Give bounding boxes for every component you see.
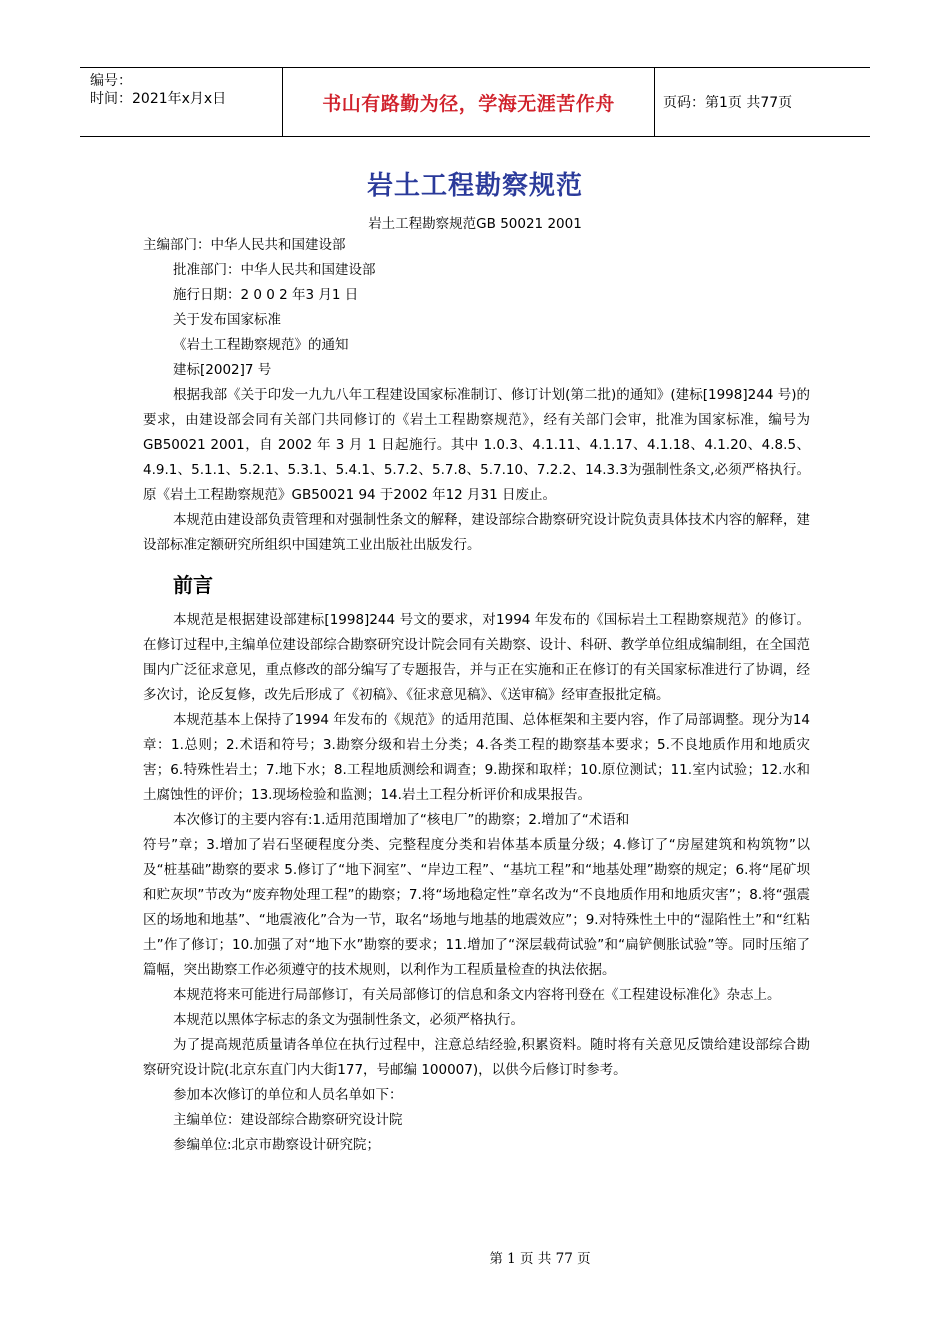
footer-page-number: 第 1 页 共 77 页 bbox=[489, 1251, 591, 1267]
page-footer bbox=[0, 1247, 950, 1267]
paragraph-future-revision: 本规范将来可能进行局部修订，有关局部修订的信息和条文内容将刊登在《工程建设标准化》杂志上。 bbox=[173, 987, 781, 1003]
document-title: 岩土工程勘察规范 bbox=[366, 171, 583, 201]
notice-line-2: 《岩土工程勘察规范》的通知 bbox=[173, 337, 349, 353]
paragraph-revision-basis: 本规范是根据建设部建标[1998]244 号文的要求，对1994 年发布的《国标岩土工程勘察规范》的修订。在修订过程中,主编单位建设部综合勘察研究设计院会同有关勘察、设计、科研、教学单位组成编制组，在全国范围内广泛征求意见，重点修改的部分编写了专题报告，并与正在实施和正在修订的有关国家标准进行了协调，经多次讨，论反复修，改先后形成了《初稿》、《征求意见稿》、《送审稿》经审查报批定稿。 bbox=[143, 612, 810, 703]
approver-line: 批准部门：中华人民共和国建设部 bbox=[173, 262, 376, 278]
paragraph-announcement: 根据我部《关于印发一九九八年工程建设国家标准制订、修订计划(第二批)的通知》(建标[1998]244 号)的要求，由建设部会同有关部门共同修订的《岩土工程勘察规范》，经有关部门会审，批准为国家标准，编号为 GB50021 2001，自 2002 年 3 月 1 日起施行。其中 1.0.3、4.1.11、4.1.17、4.1.18、4.1.20、4.8.5、4.9.1、5.1.1、5.2.1、5.3.1、5.4.1、5.7.2、5.7.8、5.7.10、7.2.2、14.3.3为强制性条文,必须严格执行。原《岩土工程勘察规范》GB50021 94 于2002 年12 月31 日废止。 bbox=[143, 387, 810, 503]
paragraph-participants: 参加本次修订的单位和人员名单如下： bbox=[173, 1087, 403, 1103]
paragraph-chief-unit: 主编单位：建设部综合勘察研究设计院 bbox=[173, 1112, 403, 1128]
paragraph-participating-unit: 参编单位:北京市勘察设计研究院； bbox=[173, 1137, 381, 1153]
effective-date-line: 施行日期：2 0 0 2 年3 月1 日 bbox=[173, 287, 359, 303]
header-table bbox=[80, 67, 870, 137]
time-label: 时间：2021年x月x日 bbox=[90, 91, 227, 107]
paragraph-revision-content: 符号”章；3.增加了岩石坚硬程度分类、完整程度分类和岩体基本质量分级；4.修订了“房屋建筑和构筑物”以及“桩基础”勘察的要求 5.修订了“地下洞室”、“岸边工程”、“基坑工程”和“地基处理”勘察的规定；6.将“尾矿坝和贮灰坝”节改为“废弃物处理工程”的勘察；7.将“场地稳定性”章名改为“不良地质作用和地质灾害”；8.将“强震区的场地和地基”、“地震液化”合为一节，取名“场地与地基的地震效应”；9.对特殊性土中的“湿陷性土”和“红粘土”作了修订；10.加强了对“地下水”勘察的要求；11.增加了“深层载荷试验”和“扁铲侧胀试验”等。同时压缩了篇幅，突出勘察工作必须遵守的技术规则，以利作为工程质量检查的执法依据。 bbox=[143, 837, 810, 978]
header-motto: 书山有路勤为径，学海无涯苦作舟 bbox=[282, 68, 655, 136]
notice-number: 建标[2002]7 号 bbox=[173, 362, 272, 378]
preface-heading: 前言 bbox=[173, 573, 213, 597]
paragraph-revision-content-intro: 本次修订的主要内容有:1.适用范围增加了“核电厂”的勘察；2.增加了“术语和 bbox=[173, 812, 630, 828]
paragraph-management: 本规范由建设部负责管理和对强制性条文的解释，建设部综合勘察研究设计院负责具体技术内容的解释，建设部标准定额研究所组织中国建筑工业出版社出版发行。 bbox=[143, 512, 810, 553]
document-body bbox=[143, 233, 810, 1158]
paragraph-feedback: 为了提高规范质量请各单位在执行过程中，注意总结经验,积累资料。随时将有关意见反馈给建设部综合勘察研究设计院(北京东直门内大街177，号邮编 100007)，以供今后修订时参考。 bbox=[143, 1037, 810, 1078]
notice-line-1: 关于发布国家标准 bbox=[173, 312, 281, 328]
paragraph-scope: 本规范基本上保持了1994 年发布的《规范》的适用范围、总体框架和主要内容，作了局部调整。现分为14 章：1.总则；2.术语和符号；3.勘察分级和岩土分类；4.各类工程的勘察基本要求；5.不良地质作用和地质灾害；6.特殊性岩土；7.地下水；8.工程地质测绘和调查；9.勘探和取样；10.原位测试；11.室内试验；12.水和土腐蚀性的评价；13.现场检验和监测；14.岩土工程分析评价和成果报告。 bbox=[143, 712, 810, 803]
header-page-info: 页码：第1页 共77页 bbox=[663, 95, 793, 111]
paragraph-mandatory: 本规范以黑体字标志的条文为强制性条文，必须严格执行。 bbox=[173, 1012, 524, 1028]
serial-label: 编号： bbox=[90, 73, 132, 89]
document-subtitle: 岩土工程勘察规范GB 50021 2001 bbox=[368, 216, 582, 232]
header-meta bbox=[80, 68, 282, 136]
editor-line: 主编部门：中华人民共和国建设部 bbox=[143, 237, 346, 253]
